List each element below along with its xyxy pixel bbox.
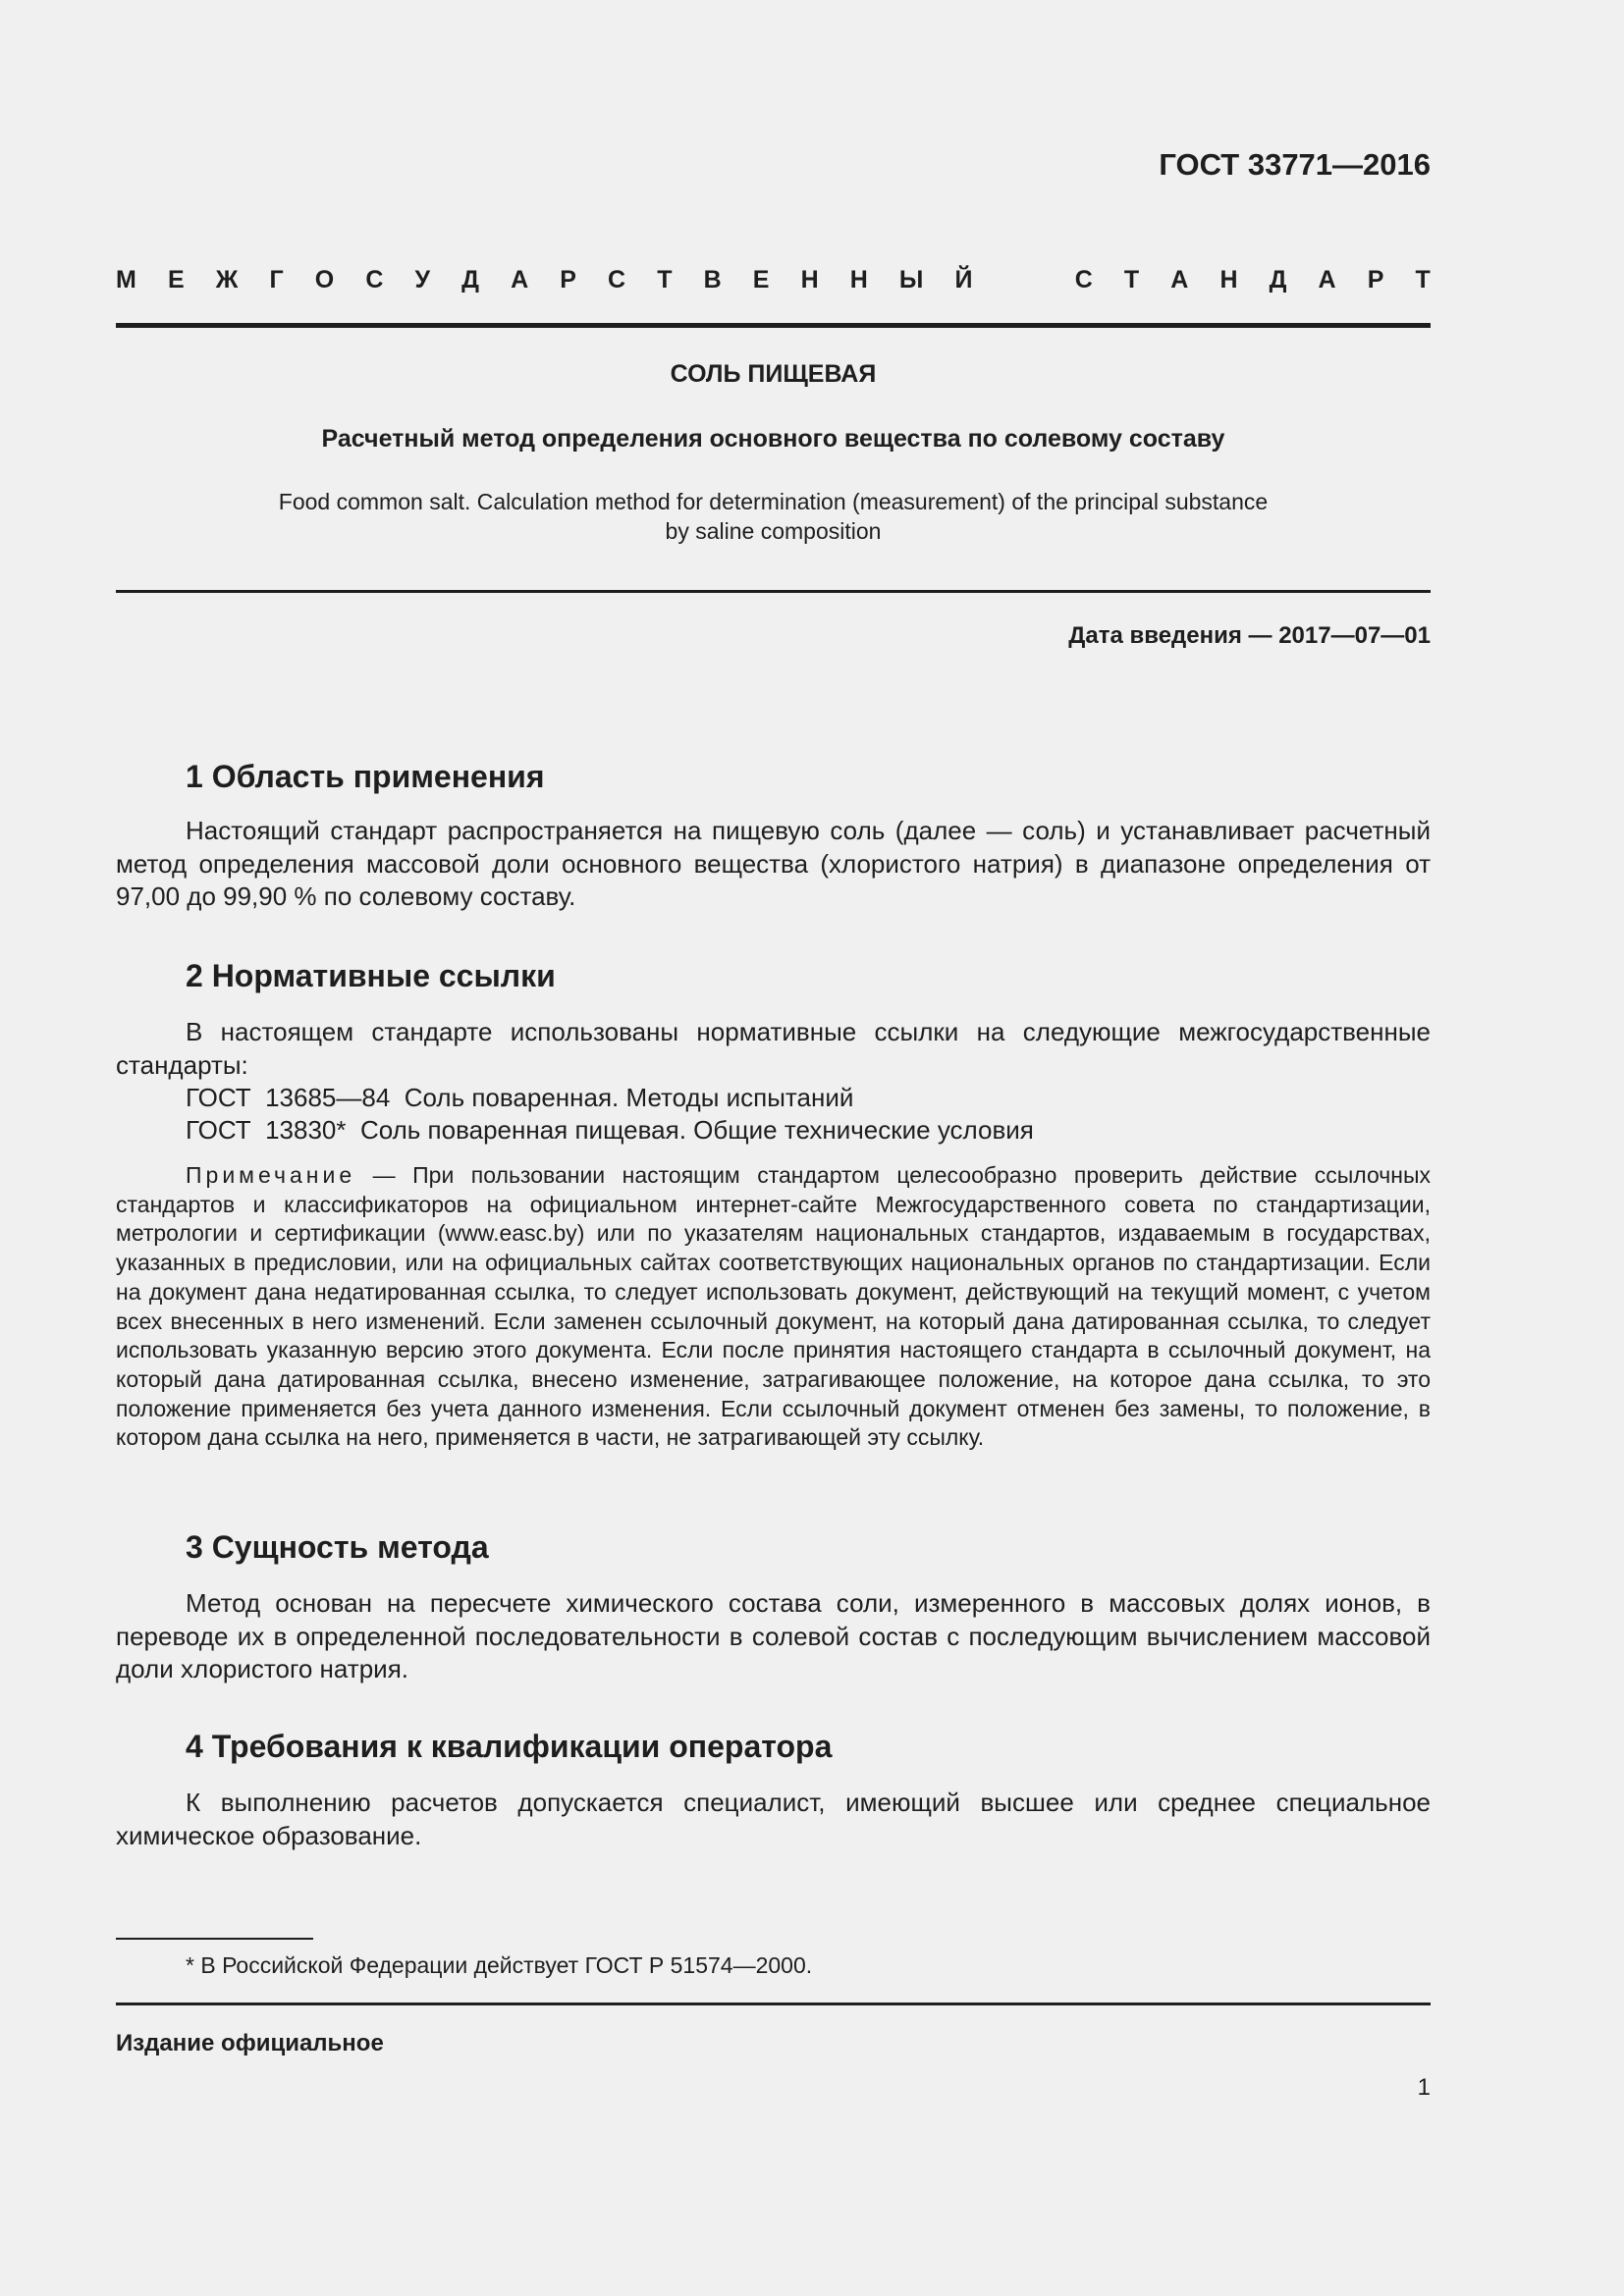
- note-text: — При пользовании настоящим стандартом целесообразно проверить действие ссылочных стандартов и классификаторов на официальном интернет-сайте Межгосударственного совета по стандартизации, метрологии и сертификации (www.easc.by) или по указателям национальных стандартов, издаваемым в государствах, указанных в предисловии, или на официальных сайтах соответствующих национальных органов по стандартизации. Если на документ дана недатированная ссылка, то следует использовать документ, действующий на текущий момент, с учетом всех внесенных в него изменений. Если заменен ссылочный документ, на который дана датированная ссылка, то следует использовать указанную версию этого документа. Если после принятия настоящего стандарта в ссылочный документ, на который дана датированная ссылка, внесено изменение, затрагивающее положение, на которое дана ссылка, то это положение применяется без учета данного изменения. Если ссылочный документ отменен без замены, то положение, в котором дана ссылка на него, применяется в части, не затрагивающей эту ссылку.: [116, 1162, 1431, 1451]
- heading-letter: Р: [560, 266, 576, 294]
- footer-rule: [116, 2002, 1431, 2005]
- heading-letter: Н: [1219, 266, 1238, 294]
- heading-letter: Ж: [215, 266, 239, 294]
- edition-label: Издание официальное: [116, 2030, 384, 2056]
- heading-letter: Т: [1415, 266, 1431, 294]
- introduction-date: Дата введения — 2017—07—01: [1068, 622, 1431, 649]
- heading-letter: А: [511, 266, 529, 294]
- reference-item: ГОСТ 13685—84 Соль поваренная. Методы испытаний: [186, 1083, 854, 1112]
- note-label: Примечание: [186, 1162, 356, 1188]
- heading-letter: А: [1170, 266, 1189, 294]
- footnote: * В Российской Федерации действует ГОСТ Р 51574—2000.: [186, 1952, 813, 1978]
- section-heading-scope: 1 Область применения: [186, 759, 545, 794]
- heading-letter: Р: [1367, 266, 1384, 294]
- standard-type-heading: [116, 263, 1431, 296]
- heading-letter: Т: [1123, 266, 1140, 294]
- english-title-line-1: Food common salt. Calculation method for determination (measurement) of the principal substance: [278, 489, 1269, 514]
- heading-letter: Е: [167, 266, 185, 294]
- section-text-scope: Настоящий стандарт распространяется на пищевую соль (далее — соль) и устанавливает расчетный метод определения массовой доли основного вещества (хлористого натрия) в диапазоне определения от 97,00 до 99,90 % по солевому составу.: [116, 816, 1431, 911]
- heading-letter: У: [414, 266, 431, 294]
- section-heading-operator: 4 Требования к квалификации оператора: [186, 1729, 833, 1764]
- reference-item: ГОСТ 13830* Соль поваренная пищевая. Общие технические условия: [186, 1115, 1034, 1145]
- section-heading-method: 3 Сущность метода: [186, 1529, 489, 1565]
- word-gap: [1004, 263, 1044, 296]
- document-subtitle: Расчетный метод определения основного вещества по солевому составу: [321, 425, 1225, 453]
- english-title-line-2: by saline composition: [665, 518, 882, 544]
- heading-letter: С: [608, 266, 626, 294]
- header-rule: [116, 323, 1431, 328]
- heading-letter: Д: [461, 266, 479, 294]
- heading-letter: Г: [269, 266, 284, 294]
- section-text-method: Метод основан на пересчете химического состава соли, измеренного в массовых долях ионов, в переводе их в определенной последовательности в солевой состав с последующим вычислением массовой доли хлористого натрия.: [116, 1588, 1431, 1683]
- references-note: [116, 1161, 1431, 1453]
- footnote-separator: [116, 1938, 313, 1940]
- heading-letter: С: [365, 266, 384, 294]
- heading-letter: Н: [849, 266, 868, 294]
- heading-letter: О: [314, 266, 335, 294]
- heading-letter: Й: [954, 266, 973, 294]
- section-heading-references: 2 Нормативные ссылки: [186, 958, 556, 993]
- section-text-operator: К выполнению расчетов допускается специалист, имеющий высшее или среднее специальное химическое образование.: [116, 1788, 1431, 1850]
- heading-letter: А: [1318, 266, 1336, 294]
- heading-letter: Д: [1269, 266, 1287, 294]
- heading-letter: В: [703, 266, 722, 294]
- document-code: ГОСТ 33771—2016: [1159, 147, 1431, 182]
- heading-letter: Н: [800, 266, 819, 294]
- heading-letter: С: [1074, 266, 1093, 294]
- section-text-references: В настоящем стандарте использованы нормативные ссылки на следующие межгосударственные стандарты:: [116, 1017, 1431, 1080]
- heading-letter: Ы: [898, 266, 924, 294]
- heading-letter: Е: [752, 266, 770, 294]
- document-title: СОЛЬ ПИЩЕВАЯ: [670, 360, 877, 388]
- title-rule: [116, 590, 1431, 593]
- page-number: 1: [1417, 2074, 1431, 2101]
- english-title: [226, 487, 1321, 546]
- heading-letter: М: [116, 266, 136, 294]
- heading-letter: Т: [657, 266, 673, 294]
